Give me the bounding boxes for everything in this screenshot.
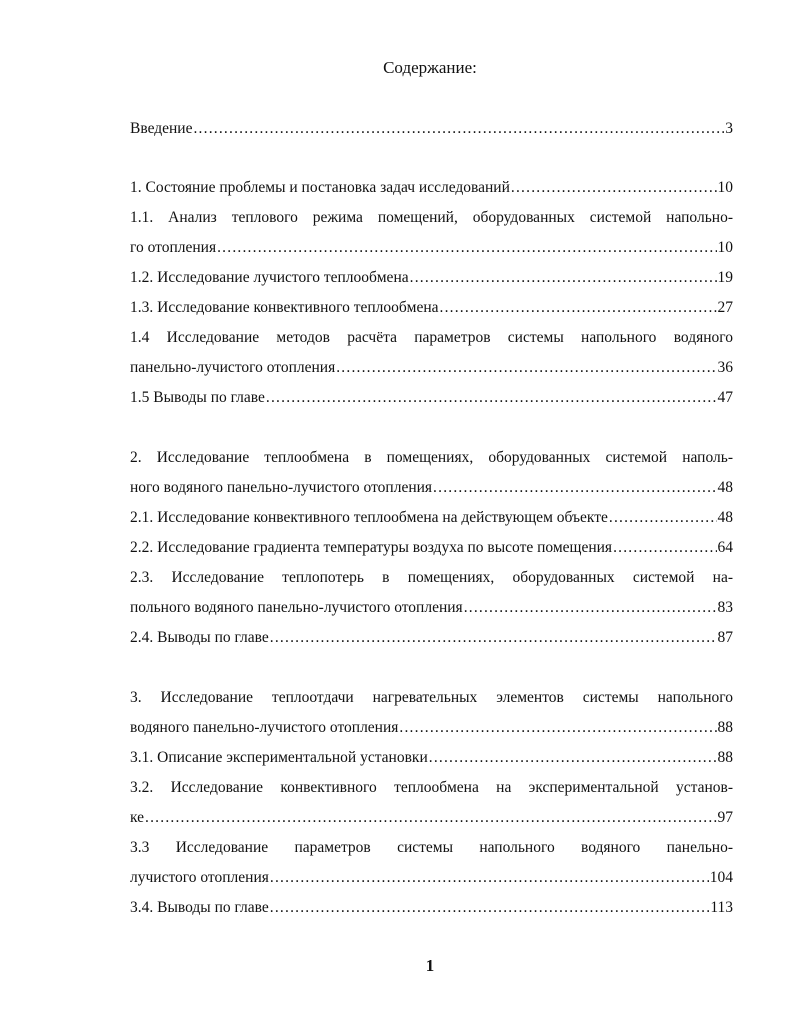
toc-entry-page: 97 <box>717 809 733 826</box>
toc-title: Содержание: <box>383 58 477 77</box>
toc-entry-text: лучистого отопления <box>130 869 269 886</box>
toc-entry-1-3[interactable] <box>130 298 733 318</box>
leader-dots <box>511 178 717 198</box>
toc-entry-text: 2.2. Исследование градиента температуры воздуха по высоте помещения <box>130 539 613 556</box>
leader-dots <box>399 718 716 738</box>
toc-entry-3-2-line1[interactable]: 3.2. Исследование конвективного теплообмена на экспериментальной установ- <box>130 779 733 796</box>
toc-entry-chapter-3-line1[interactable]: 3. Исследование теплоотдачи нагревательных элементов системы напольного <box>130 689 733 706</box>
toc-entry-page: 10 <box>717 179 733 196</box>
toc-entry-1-4-line1[interactable]: 1.4 Исследование методов расчёта параметров системы напольного водяного <box>130 329 733 346</box>
toc-entry-page: 36 <box>717 359 733 376</box>
toc-entry-2-2[interactable] <box>130 538 733 558</box>
leader-dots <box>336 358 716 378</box>
toc-entry-page: 113 <box>710 899 733 916</box>
toc-entry-text: водяного панельно-лучистого отопления <box>130 719 399 736</box>
leader-dots <box>433 478 716 498</box>
toc-entry-page: 10 <box>717 239 733 256</box>
toc-entry-page: 88 <box>717 719 733 736</box>
leader-dots <box>270 628 717 648</box>
leader-dots <box>266 388 717 408</box>
toc-entry-3-3-line1[interactable]: 3.3 Исследование параметров системы напольного водяного панельно- <box>130 839 733 856</box>
toc-entry-text: Введение <box>130 120 193 137</box>
leader-dots <box>270 898 710 918</box>
toc-entry-3-3-line2[interactable] <box>130 868 733 888</box>
toc-entry-1-2[interactable] <box>130 268 733 288</box>
leader-dots <box>440 298 717 318</box>
toc-entry-3-1[interactable] <box>130 748 733 768</box>
leader-dots <box>429 748 717 768</box>
toc-entry-page: 47 <box>717 389 733 406</box>
toc-entry-2-4[interactable] <box>130 628 733 648</box>
toc-entry-3-2-line2[interactable] <box>130 808 733 828</box>
leader-dots <box>145 808 716 828</box>
page-number: 1 <box>425 956 435 975</box>
toc-entry-1-5[interactable] <box>130 388 733 408</box>
toc-entry-chapter-2-line2[interactable] <box>130 478 733 498</box>
toc-entry-page: 64 <box>717 539 733 556</box>
toc-entry-2-3-line1[interactable]: 2.3. Исследование теплопотерь в помещениях, оборудованных системой на- <box>130 569 733 586</box>
toc-entry-page: 104 <box>709 869 733 886</box>
toc-entry-2-3-line2[interactable] <box>130 598 733 618</box>
leader-dots <box>270 868 709 888</box>
toc-entry-text: ного водяного панельно-лучистого отопления <box>130 479 433 496</box>
leader-dots <box>193 119 724 139</box>
toc-entry-1-4-line2[interactable] <box>130 358 733 378</box>
toc-entry-text: 2.1. Исследование конвективного теплообмена на действующем объекте <box>130 509 608 526</box>
toc-entry-2-1[interactable] <box>130 508 733 528</box>
toc-entry-text: 1.2. Исследование лучистого теплообмена <box>130 269 409 286</box>
toc-entry-1-1-line1[interactable]: 1.1. Анализ теплового режима помещений, оборудованных системой напольно- <box>130 209 733 226</box>
toc-entry-3-4[interactable] <box>130 898 733 918</box>
toc-entry-intro[interactable] <box>130 119 733 139</box>
toc-entry-chapter-3-line2[interactable] <box>130 718 733 738</box>
toc-entry-text: го отопления <box>130 239 217 256</box>
toc-entry-chapter-2-line1[interactable]: 2. Исследование теплообмена в помещениях, оборудованных системой наполь- <box>130 449 733 466</box>
toc-entry-text: 3.4. Выводы по главе <box>130 899 269 916</box>
leader-dots <box>613 538 716 558</box>
toc-entry-page: 3 <box>725 120 733 137</box>
toc-entry-1-1-line2[interactable] <box>130 238 733 258</box>
toc-entry-text: польного водяного панельно-лучистого отопления <box>130 599 463 616</box>
toc-entry-page: 27 <box>717 299 733 316</box>
toc-entry-text: 1.5 Выводы по главе <box>130 389 265 406</box>
leader-dots <box>464 598 717 618</box>
toc-entry-page: 83 <box>717 599 733 616</box>
toc-entry-chapter-1[interactable] <box>130 178 733 198</box>
toc-entry-text: 3.1. Описание экспериментальной установки <box>130 749 428 766</box>
toc-entry-text: 1. Состояние проблемы и постановка задач исследований <box>130 179 510 196</box>
toc-entry-page: 87 <box>717 629 733 646</box>
leader-dots <box>609 508 717 528</box>
leader-dots <box>217 238 716 258</box>
toc-entry-text: панельно-лучистого отопления <box>130 359 336 376</box>
toc-entry-page: 88 <box>717 749 733 766</box>
toc-entry-page: 48 <box>717 479 733 496</box>
toc-entry-page: 19 <box>717 269 733 286</box>
toc-entry-text: ке <box>130 809 145 826</box>
toc-entry-page: 48 <box>717 509 733 526</box>
toc-entry-text: 2.4. Выводы по главе <box>130 629 269 646</box>
toc-entry-text: 1.3. Исследование конвективного теплообмена <box>130 299 439 316</box>
leader-dots <box>410 268 717 288</box>
